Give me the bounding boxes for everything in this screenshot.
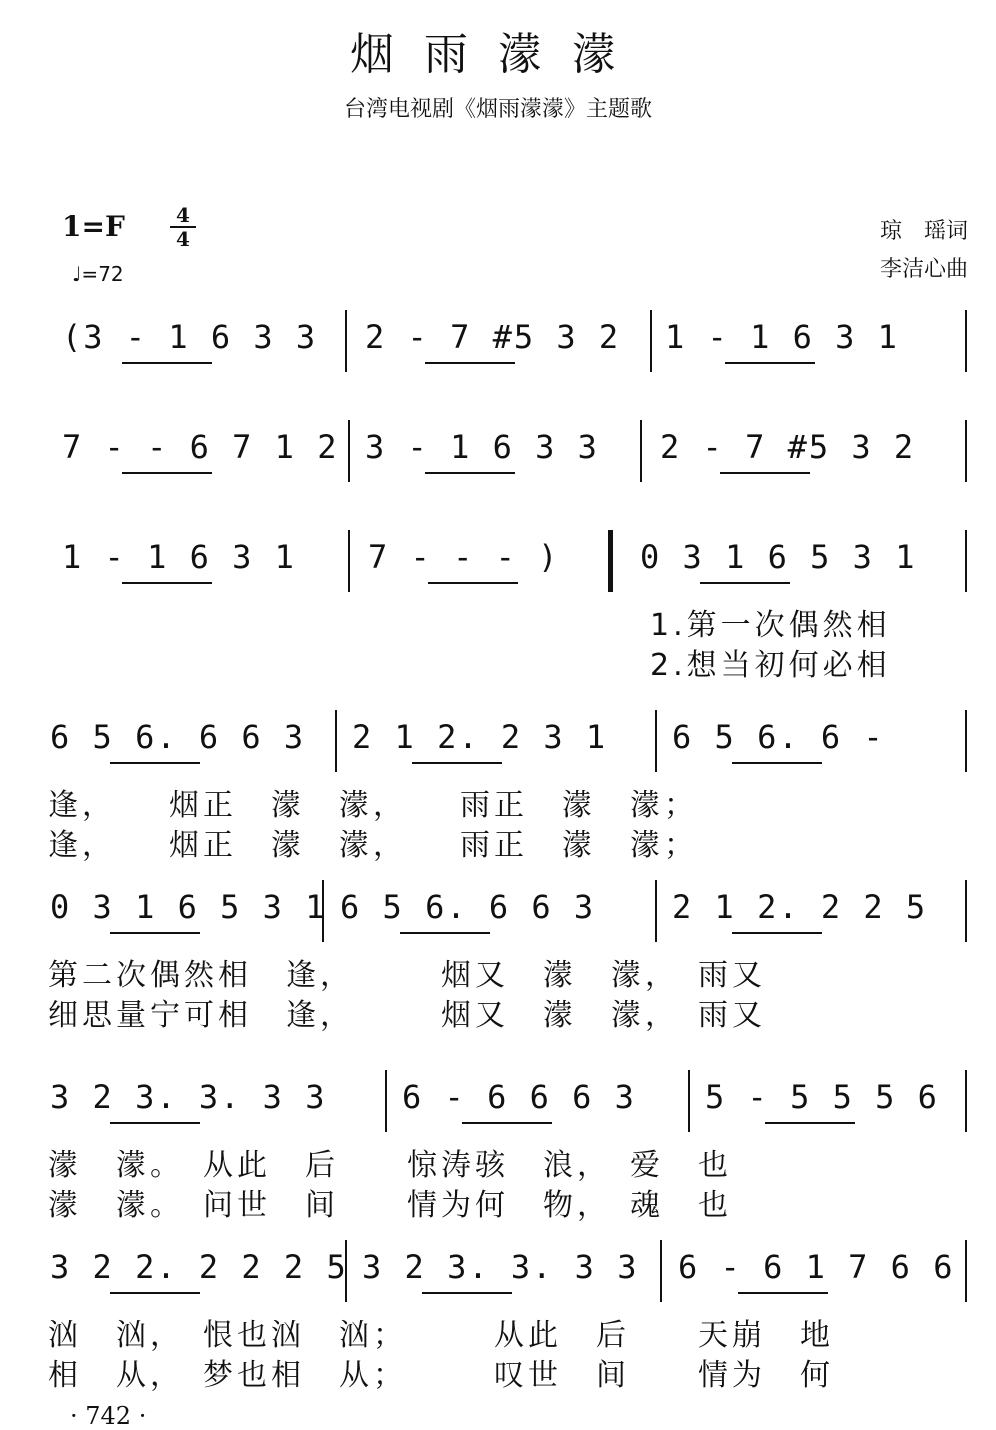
beam-underline	[110, 932, 200, 934]
beam-underline	[738, 1292, 828, 1294]
beam-underline	[425, 362, 515, 364]
barline	[688, 1070, 690, 1132]
barline	[660, 1240, 662, 1302]
measure-notes: 3 - 1 6 3 3	[365, 428, 599, 466]
beam-underline	[732, 932, 822, 934]
measure-notes: 7 - - - )	[368, 538, 560, 576]
measure-notes: 3 2 3. 3. 3 3	[50, 1078, 327, 1116]
beam-underline	[122, 362, 212, 364]
measure-notes: 0 3 1 6 5 3 1	[50, 888, 327, 926]
beam-underline	[122, 582, 212, 584]
measure-notes: 6 - 6 6 6 3	[402, 1078, 636, 1116]
barline	[345, 310, 347, 372]
barline	[655, 710, 657, 772]
beam-underline	[422, 1292, 512, 1294]
barline	[608, 530, 613, 592]
beam-underline	[428, 582, 518, 584]
measure-notes: 2 - 7 #5 3 2	[365, 318, 621, 356]
measure-notes: 2 1 2. 2 3 1	[352, 718, 608, 756]
staff-system	[0, 310, 996, 380]
measure-notes: 2 - 7 #5 3 2	[660, 428, 916, 466]
lyric-line: 第二次偶然相 逢， 烟又 濛 濛， 雨又	[48, 958, 766, 993]
lyric-line: 汹 汹， 恨也汹 汹； 从此 后 天崩 地	[48, 1318, 834, 1353]
beam-underline	[122, 472, 212, 474]
staff-system	[0, 880, 996, 1033]
time-signature	[170, 204, 196, 250]
barline	[348, 420, 350, 482]
beam-underline	[700, 582, 790, 584]
staff-system	[0, 1070, 996, 1223]
barline	[965, 710, 967, 772]
lyric-line: 逢， 烟正 濛 濛， 雨正 濛 濛；	[48, 828, 698, 863]
beam-underline	[732, 762, 822, 764]
measure-notes: 6 5 6. 6 6 3	[340, 888, 596, 926]
tempo-mark: ♩=72	[72, 262, 124, 286]
lyric-line: 逢， 烟正 濛 濛， 雨正 濛 濛；	[48, 788, 698, 823]
beam-underline	[765, 1122, 855, 1124]
lyricist-credit: 琼 瑶词	[879, 219, 968, 244]
lyric-line: 2.想当初何必相	[650, 648, 891, 683]
staff-system	[0, 530, 996, 683]
measure-notes: 6 - 6 1 7 6 6	[678, 1248, 955, 1286]
measure-notes: 6 5 6. 6 6 3	[50, 718, 306, 756]
beam-underline	[412, 762, 502, 764]
lyric-line: 细思量宁可相 逢， 烟又 濛 濛， 雨又	[48, 998, 766, 1033]
beam-underline	[110, 762, 200, 764]
barline	[965, 530, 967, 592]
measure-notes: 5 - 5 5 5 6	[705, 1078, 939, 1116]
staff-system	[0, 1240, 996, 1393]
beam-underline	[462, 1122, 552, 1124]
page-number: · 742 ·	[70, 1402, 147, 1430]
beam-underline	[720, 472, 810, 474]
beam-underline	[425, 472, 515, 474]
beam-underline	[110, 1292, 200, 1294]
staff-system	[0, 420, 996, 490]
measure-notes: 1 - 1 6 3 1	[62, 538, 296, 576]
composer-credit: 李洁心曲	[879, 257, 968, 282]
barline	[650, 310, 652, 372]
measure-notes: 0 3 1 6 5 3 1	[640, 538, 917, 576]
beam-underline	[725, 362, 815, 364]
lyric-line: 濛 濛。 从此 后 惊涛骇 浪， 爱 也	[48, 1148, 732, 1183]
barline	[965, 880, 967, 942]
barline	[965, 1240, 967, 1302]
measure-notes: (3 - 1 6 3 3	[62, 318, 318, 356]
measure-notes: 2 1 2. 2 2 5	[672, 888, 928, 926]
barline	[640, 420, 642, 482]
barline	[965, 310, 967, 372]
lyric-line: 1.第一次偶然相	[650, 608, 891, 643]
measure-notes: 3 2 3. 3. 3 3	[362, 1248, 639, 1286]
beam-underline	[400, 932, 490, 934]
song-title: 烟雨濛濛	[350, 29, 646, 80]
barline	[335, 710, 337, 772]
meter-top: 4	[176, 203, 190, 227]
beam-underline	[110, 1122, 200, 1124]
song-subtitle: 台湾电视剧《烟雨濛濛》主题歌	[343, 97, 652, 122]
barline	[965, 420, 967, 482]
barline	[965, 1070, 967, 1132]
measure-notes: 1 - 1 6 3 1	[665, 318, 899, 356]
staff-system	[0, 710, 996, 863]
lyric-line: 濛 濛。 问世 间 情为何 物， 魂 也	[48, 1188, 732, 1223]
meter-bottom: 4	[170, 226, 196, 250]
barline	[385, 1070, 387, 1132]
lyric-line: 相 从， 梦也相 从； 叹世 间 情为 何	[48, 1358, 834, 1393]
key-signature: 1=F	[62, 210, 125, 243]
measure-notes: 6 5 6. 6 -	[672, 718, 885, 756]
barline	[655, 880, 657, 942]
measure-notes: 3 2 2. 2 2 2 5	[50, 1248, 348, 1286]
barline	[348, 530, 350, 592]
measure-notes: 7 - - 6 7 1 2	[62, 428, 339, 466]
